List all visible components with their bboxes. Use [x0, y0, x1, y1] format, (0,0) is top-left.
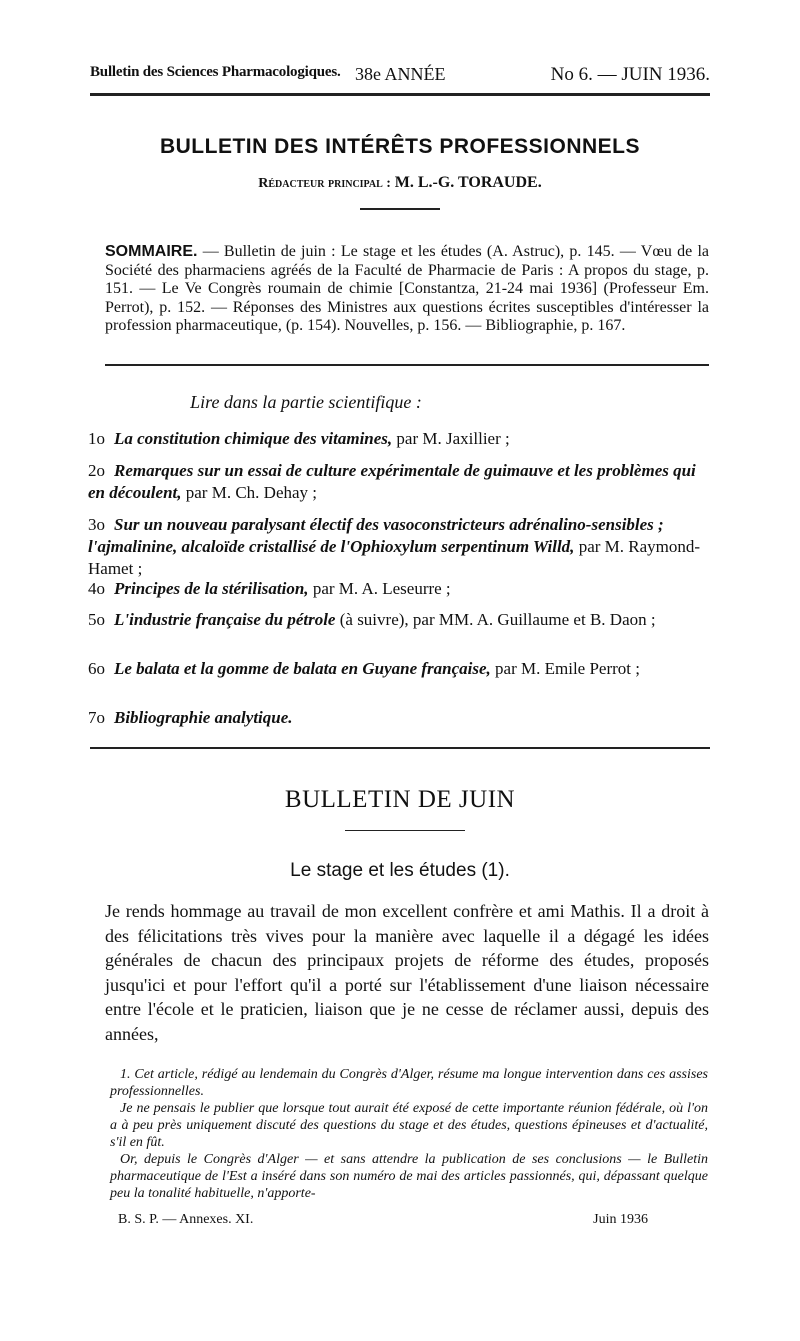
journal-name: Bulletin des Sciences Pharmacologiques. [90, 64, 341, 80]
footer-left: B. S. P. — Annexes. XI. [118, 1212, 254, 1227]
issue-label: No 6. — JUIN 1936. [550, 64, 710, 85]
header-rule [90, 93, 710, 96]
toc-item: 7o Bibliographie analytique. [88, 708, 293, 727]
toc-item: 4o Principes de la stérilisation, par M. A. Leseurre ; [88, 579, 451, 598]
editor-line [0, 174, 800, 192]
year-label: 38e ANNÉE [355, 64, 446, 84]
section-title: BULLETIN DE JUIN [284, 786, 516, 813]
toc-item: 3o Sur un nouveau paralysant électif des vasoconstricteurs adrénalino-sensibles ; l'ajmalinine, alcaloïde cristallisé de l'Ophioxylum serpentinum Willd, par M. Raymond-Hamet ; [88, 515, 701, 578]
toc-item: 5o L'industrie française du pétrole (à suivre), par MM. A. Guillaume et B. Daon ; [88, 610, 656, 629]
footnote: Or, depuis le Congrès d'Alger — et sans attendre la publication de ses conclusions — le Bulletin pharmaceutique de l'Est a inséré dans son numéro de mai des articles passionnés, qui, dépassant quelque peu la tonalité habituelle, n'apporte- [110, 1152, 708, 1201]
summary-rule [105, 364, 709, 366]
footer-right: Juin 1936 [593, 1212, 648, 1227]
summary-block [105, 243, 709, 336]
scientific-part-heading: Lire dans la partie scientifique : [190, 392, 422, 412]
summary-text: — Bulletin de juin : Le stage et les études (A. Astruc), p. 145. — Vœu de la Société des pharmaciens agréés de la Faculté de Pharmacie de Paris : A propos du stage, p. 151. — Le Ve Congrès roumain de chimie [Constantza, 21-24 mai 1936] (Professeur Em. Perrot), p. 152. — Réponses des Ministres aux questions écrites susceptibles d'intéresser la profession pharmaceutique, (p. 154). Nouvelles, p. 156. — Bibliographie, p. 167. [105, 243, 710, 335]
page-footer [118, 1212, 648, 1228]
article-title: Le stage et les études (1). [290, 860, 510, 881]
section-rule [90, 747, 710, 749]
article-body: Je rends hommage au travail de mon excellent confrère et ami Mathis. Il a droit à des félicitations très vives pour la manière avec laquelle il a dégagé les idées générales de chacun des principaux projets de réforme des études, proposés jusqu'ici et pour l'effort qu'il a porté sur l'établissement d'une liaison nécessaire entre l'école et le praticien, liaison que je ne cesse de réclamer aussi, depuis des années, [105, 901, 709, 1044]
toc-item: 1o La constitution chimique des vitamines, par M. Jaxillier ; [88, 429, 510, 448]
footnotes [110, 1066, 708, 1202]
editor-name: M. L.-G. TORAUDE. [394, 174, 542, 191]
section-title-underline [345, 830, 465, 831]
footnote: Je ne pensais le publier que lorsque tout aurait été exposé de cette importante réunion fédérale, où l'on a à peu près uniquement discuté des questions du stage et des études, questions épineuses et d'actualité, s'il en fût. [110, 1101, 708, 1150]
toc-item: 2o Remarques sur un essai de culture expérimentale de guimauve et les problèmes qui en découlent, par M. Ch. Dehay ; [88, 461, 696, 502]
footnote: 1. Cet article, rédigé au lendemain du Congrès d'Alger, résume ma longue intervention dans ces assises professionnelles. [110, 1067, 708, 1099]
editor-label: Rédacteur principal : [258, 176, 391, 191]
running-head [90, 62, 710, 88]
short-divider [360, 208, 440, 210]
page-title: BULLETIN DES INTÉRÊTS PROFESSIONNELS [159, 135, 641, 158]
toc-item: 6o Le balata et la gomme de balata en Guyane française, par M. Emile Perrot ; [88, 659, 640, 678]
summary-label: SOMMAIRE. [105, 243, 198, 260]
